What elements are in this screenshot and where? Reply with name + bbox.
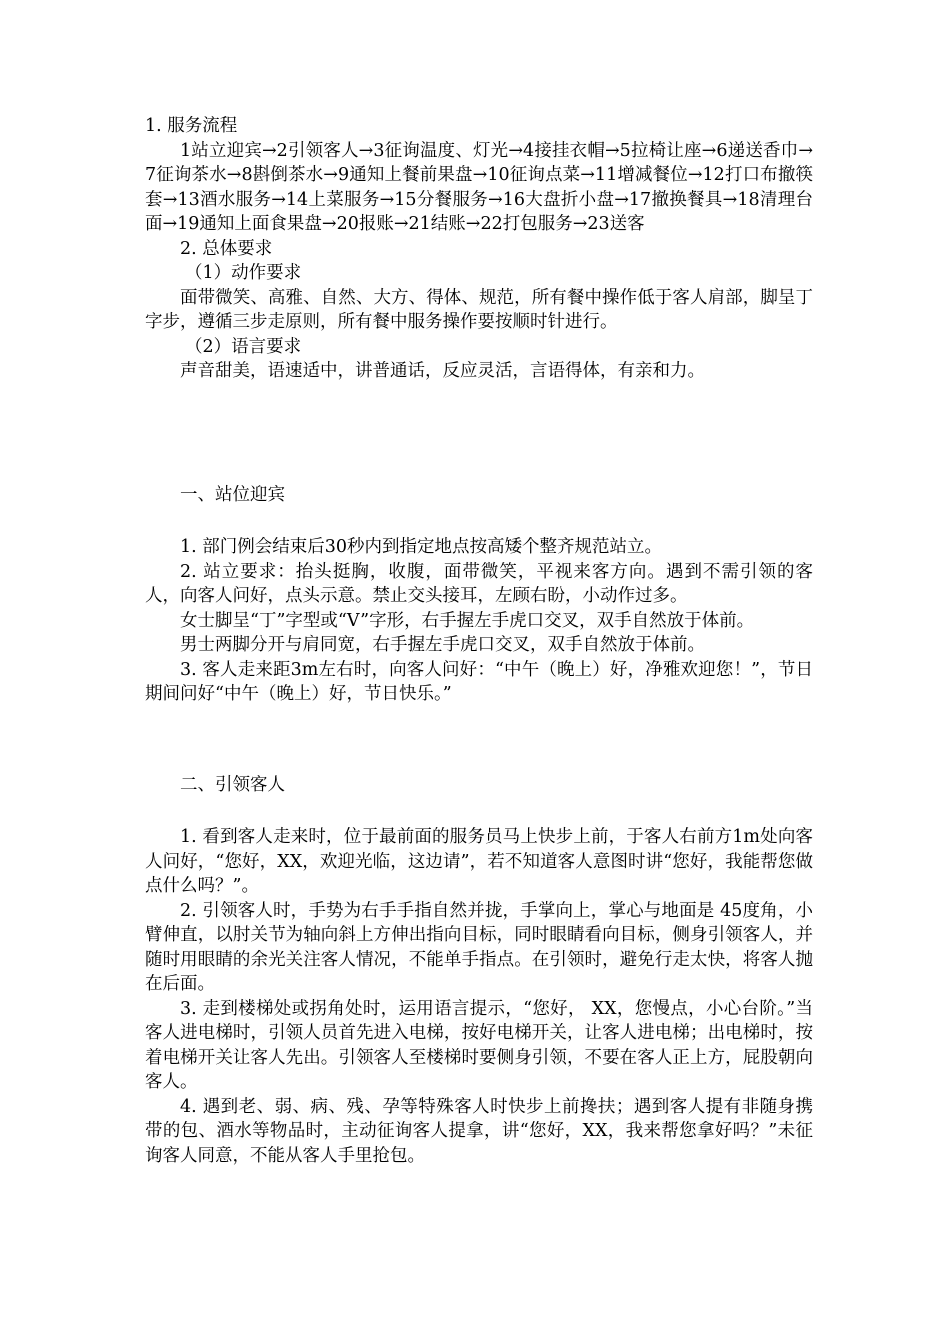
section-heading-guiding: 二、引领客人 [180,774,285,795]
spacer [145,707,813,773]
paragraph: 1. 部门例会结束后30秒内到指定地点按高矮个整齐规范站立。 [180,537,663,557]
paragraph: 2. 站立要求：抬头挺胸，收腹，面带微笑，平视来客方向。遇到不需引领的客人，向客人问好，点头示意。禁止交头接耳，左顾右盼，小动作过多。 [145,561,813,606]
paragraph: 3. 走到楼梯处或拐角处时，运用语言提示，“您好， XX，您慢点，小心台阶。”当客人进电梯时，引领人员首先进入电梯，按好电梯开关，让客人进电梯；出电梯时，按着电梯开关让客人先出。引领客人至楼梯时要侧身引领，不要在客人正上方，屁股朝向客人。 [145,998,813,1092]
spacer [145,507,813,535]
spacer [145,384,813,483]
language-requirements-title: （2）语言要求 [185,336,302,357]
action-requirements-text: 面带微笑、高雅、自然、大方、得体、规范，所有餐中操作低于客人肩部，脚呈丁字步，遵循三步走原则，所有餐中服务操作要按顺时针进行。 [145,287,813,332]
spacer [145,797,813,825]
section-heading-greeting: 一、站位迎宾 [180,484,285,505]
language-requirements-text: 声音甜美，语速适中，讲普通话，反应灵活，言语得体，有亲和力。 [180,361,705,381]
service-flow-steps: 1站立迎宾→2引领客人→3征询温度、灯光→4接挂衣帽→5拉椅让座→6递送香巾→7征询茶水→8斟倒茶水→9通知上餐前果盘→10征询点菜→11增减餐位→12打口布撤筷套→13酒水服务→14上菜服务→15分餐服务→16大盘折小盘→17撤换餐具→18清理台面→19通知上面食果盘→20报账→21结账→22打包服务→23送客 [145,140,813,234]
general-requirements-title: 2. 总体要求 [180,238,273,259]
service-flow-title: 1. 服务流程 [145,116,238,136]
paragraph: 女士脚呈“丁”字型或“V”字形，右手握左手虎口交叉，双手自然放于体前。 [180,610,755,631]
document-page [145,114,813,1168]
paragraph: 3. 客人走来距3m左右时，向客人问好：“中午（晚上）好，净雅欢迎您！”，节日期间问好“中午（晚上）好，节日快乐。” [145,659,813,704]
paragraph: 4. 遇到老、弱、病、残、孕等特殊客人时快步上前搀扶；遇到客人提有非随身携带的包、酒水等物品时，主动征询客人提拿，讲“您好，XX，我来帮您拿好吗？”未征询客人同意，不能从客人手里抢包。 [145,1096,813,1166]
action-requirements-title: （1）动作要求 [185,263,302,283]
paragraph: 1. 看到客人走来时，位于最前面的服务员马上快步上前，于客人右前方1m处向客人问好，“您好，XX，欢迎光临，这边请”，若不知道客人意图时讲“您好，我能帮您做点什么吗？”。 [145,827,813,896]
paragraph: 2. 引领客人时，手势为右手手指自然并拢，手掌向上，掌心与地面是 45度角，小臂伸直，以肘关节为轴向斜上方伸出指向目标，同时眼睛看向目标，侧身引领客人，并随时用眼睛的余光关注客人情况，不能单手指点。在引领时，避免行走太快，将客人抛在后面。 [145,900,813,994]
paragraph: 男士两脚分开与肩同宽，右手握左手虎口交叉，双手自然放于体前。 [180,635,705,655]
